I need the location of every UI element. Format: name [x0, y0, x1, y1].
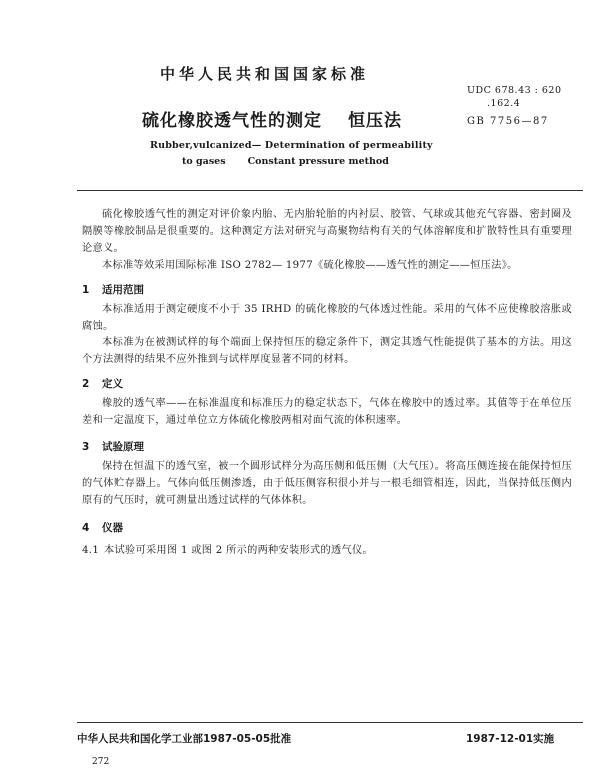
- standard-name: 中华人民共和国国家标准: [160, 65, 370, 83]
- footer-divider: [77, 722, 583, 723]
- section-1-paragraph-2: 本标准为在被测试样的每个端面上保持恒压的稳定条件下，测定其透气性能提供了基本的方法。用这个方法测得的结果不应外推到与试样厚度显著不同的材料。: [82, 337, 572, 365]
- gb-number: GB 7756—87: [467, 116, 549, 127]
- title-en-part-a: to gases: [182, 156, 226, 167]
- udc-code: [467, 84, 562, 110]
- clause-text: 本试验可采用图 1 或图 2 所示的两种安装形式的透气仪。: [104, 545, 373, 556]
- clause-number: 4.1: [82, 545, 100, 556]
- section-2-heading: [82, 376, 123, 391]
- section-number: 1: [82, 284, 90, 296]
- intro-paragraph-1: 硫化橡胶透气性的测定对评价象内胎、无内胎轮胎的内衬层、胶管、气球或其他充气容器、密封圈及隔膜等橡胶制品是很重要的。这种测定方法对研究与高聚物结构有关的气体溶解度和扩散特性具有重要理论意义。: [82, 209, 572, 254]
- section-title: 适用范围: [102, 284, 144, 296]
- page-number: 272: [92, 757, 110, 767]
- intro-paragraph-2: 本标准等效采用国际标准 ISO 2782— 1977《硫化橡胶——透气性的测定——恒压法》。: [102, 260, 518, 271]
- section-3-heading: [82, 439, 144, 454]
- udc-line-1: UDC 678.43 : 620: [467, 85, 562, 96]
- title-cn-main: 硫化橡胶透气性的测定: [142, 111, 322, 131]
- section-number: 3: [82, 441, 90, 453]
- section-2-paragraph-1: 橡胶的透气率——在标准温度和标准压力的稳定状态下，气体在橡胶中的透过率。其值等于在单位压差和一定温度下，通过单位立方体硫化橡胶两相对面气流的体积速率。: [82, 398, 572, 426]
- section-1-paragraph-1: 本标准适用于测定硬度不小于 35 IRHD 的硫化橡胶的气体透过性能。采用的气体不应使橡胶溶胀或腐蚀。: [82, 304, 572, 332]
- section-title: 仪器: [102, 522, 123, 534]
- implementation-date: 1987-12-01实施: [466, 733, 555, 745]
- udc-line-2: .162.4: [487, 98, 521, 109]
- clause-4-1: [82, 541, 572, 556]
- title-en-part-b: Constant pressure method: [247, 156, 389, 167]
- approval-statement: 中华人民共和国化学工业部1987-05-05批准: [77, 733, 292, 745]
- section-4-heading: [82, 520, 123, 535]
- header-divider: [77, 190, 583, 191]
- section-title: 定义: [102, 378, 123, 390]
- section-1-heading: [82, 282, 144, 297]
- document-title-cn: [142, 106, 402, 131]
- document-title-en-line-2: [182, 156, 389, 167]
- section-3-paragraph-1: 保持在恒温下的透气室，被一个圆形试样分为高压侧和低压侧（大气压）。将高压侧连接在能保持恒压的气体贮存器上。气体向低压侧渗透，由于低压侧容积很小并与一根毛细管相连，因此，当保持低压侧内原有的气压时，就可测量出透过试样的气体体积。: [82, 461, 572, 506]
- section-number: 4: [82, 522, 90, 534]
- section-title: 试验原理: [102, 441, 144, 453]
- document-title-en-line-1: Rubber,vulcanized— Determination of permeability: [150, 140, 433, 151]
- section-number: 2: [82, 378, 90, 390]
- title-cn-method: 恒压法: [348, 111, 402, 131]
